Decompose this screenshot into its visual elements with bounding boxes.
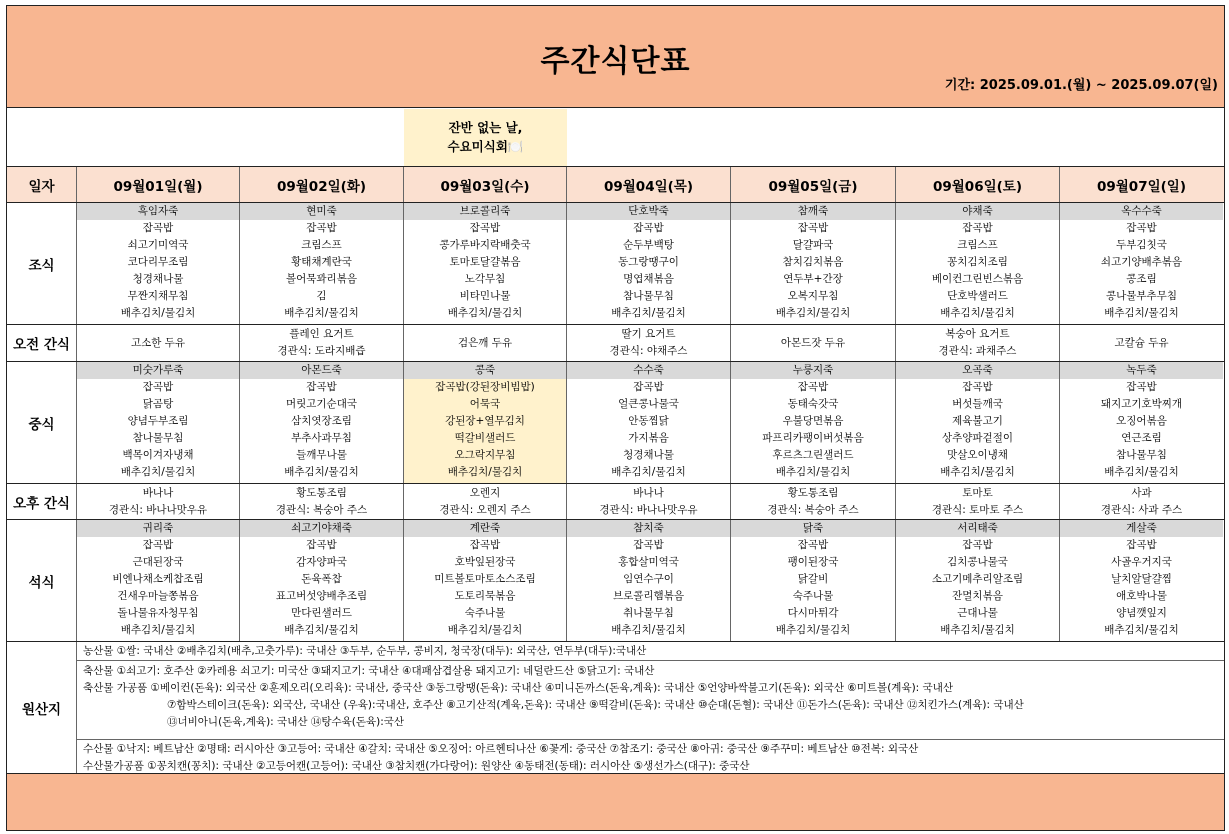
lunch-menu-item: 잡곡밥 xyxy=(962,381,993,393)
lunch-menu-item: 배추김치/물김치 xyxy=(940,466,1015,478)
dinner-menu-item: 팽이된장국 xyxy=(787,556,839,568)
lunch-menu-item: 강된장+열무김치 xyxy=(445,415,525,427)
dinner-menu-item: 사골우거지국 xyxy=(1111,556,1172,568)
breakfast-porridge-sun: 옥수수죽 xyxy=(1060,203,1223,220)
day-fri: 09월05일(금) xyxy=(731,167,896,202)
breakfast-menu-item: 배추김치/물김치 xyxy=(120,307,196,319)
breakfast-menu-item: 참치김치볶음 xyxy=(782,256,844,268)
lunch-menu-item: 들깨무나물 xyxy=(296,449,347,461)
pm_snack-item: 경관식: 바나나맛우유 xyxy=(108,503,208,516)
pm_snack-item: 토마토 xyxy=(962,486,993,499)
lunch-menu-item: 잡곡밥(강된장비빔밥) xyxy=(435,381,535,393)
breakfast-menu-item: 배추김치/물김치 xyxy=(284,307,359,319)
lunch-porridge-wed: 콩죽 xyxy=(404,362,566,379)
breakfast-menu-item: 잡곡밥 xyxy=(142,222,174,234)
breakfast-menu-item: 콩가루바지락배춧국 xyxy=(439,239,531,251)
pm_snack-item: 오렌지 xyxy=(469,486,501,499)
pm_snack-item: 경관식: 복숭아 주스 xyxy=(767,503,859,516)
breakfast-menu-item: 비타민나물 xyxy=(459,290,511,302)
lunch-menu-item: 배추김치/물김치 xyxy=(120,466,196,478)
am_snack-cell-mon xyxy=(77,325,240,361)
lunch-cell-thu xyxy=(567,362,731,483)
page-title: 주간식단표 xyxy=(540,44,691,79)
breakfast-menu-item: 크림스프 xyxy=(957,239,998,251)
dinner-menu-item: 소고기메추리알조림 xyxy=(931,573,1024,585)
breakfast-menu-item: 잡곡밥 xyxy=(797,222,829,234)
lunch-menu-item: 배추김치/물김치 xyxy=(611,466,686,478)
am_snack-item: 플레인 요거트 xyxy=(289,328,354,340)
am_snack-cell-wed xyxy=(404,325,567,361)
breakfast-menu-item: 베이컨그린빈스볶음 xyxy=(931,273,1024,285)
lunch-cell-tue xyxy=(240,362,404,483)
dinner-menu-item: 배추김치/물김치 xyxy=(775,624,851,636)
am_snack-item: 딸기 요거트 xyxy=(621,328,676,340)
pm_snack-item: 사과 xyxy=(1131,486,1152,499)
note-line-1: 잔반 없는 날, xyxy=(448,120,523,135)
dinner-porridge-mon: 귀리죽 xyxy=(77,520,239,537)
pm_snack-item: 경관식: 사과 주스 xyxy=(1100,503,1183,516)
dinner-cell-sun xyxy=(1060,520,1223,641)
dinner-menu-item: 배추김치/물김치 xyxy=(120,624,196,636)
dinner-menu-item: 미트볼토마토소스조림 xyxy=(434,573,536,585)
pm_snack-item: 경관식: 바나나맛우유 xyxy=(599,503,698,516)
dinner-porridge-fri: 닭죽 xyxy=(731,520,895,537)
lunch-menu-item: 가지볶음 xyxy=(628,432,669,444)
breakfast-menu-item: 잡곡밥 xyxy=(962,222,993,234)
am_snack-item: 경관식: 도라지배즙 xyxy=(277,345,366,357)
breakfast-menu-item: 콩조림 xyxy=(1126,273,1157,285)
breakfast-menu-item: 볼어묵꽈리볶음 xyxy=(285,273,357,285)
dinner-menu-item: 다시마튀각 xyxy=(787,607,839,619)
lunch-menu-item: 얼큰콩나물국 xyxy=(618,398,679,410)
dinner-menu-item: 만다린샐러드 xyxy=(291,607,352,619)
lunch-menu-item: 맛살오이냉채 xyxy=(947,449,1008,461)
lunch-menu-item: 어묵국 xyxy=(469,398,501,410)
pm-snack-label: 오후 간식 xyxy=(7,484,77,519)
origin-label: 원산지 xyxy=(7,642,77,773)
origin-livestock: 축산물 ①쇠고기: 호주산 ②카레용 쇠고기: 미국산 ③돼지고기: 국내산 ④대패삼겹살용 돼지고기: 네덜란드산 ⑤닭고기: 국내산 xyxy=(83,665,655,677)
breakfast-porridge-wed: 브로콜리죽 xyxy=(404,203,566,220)
breakfast-menu-item: 참나물무침 xyxy=(623,290,674,302)
day-mon: 09월01일(월) xyxy=(77,167,240,202)
lunch-menu-item: 떡갈비샐러드 xyxy=(454,432,516,444)
breakfast-row xyxy=(7,203,1224,325)
breakfast-menu-item: 청경채나물 xyxy=(132,273,184,285)
lunch-menu-item: 파프리카팽이버섯볶음 xyxy=(762,432,864,444)
lunch-menu-item: 잡곡밥 xyxy=(306,381,337,393)
lunch-menu-item: 배추김치/물김치 xyxy=(775,466,851,478)
day-wed: 09월03일(수) xyxy=(404,167,567,202)
am_snack-cell-thu xyxy=(567,325,731,361)
am-snack-label: 오전 간식 xyxy=(7,325,77,361)
lunch-row xyxy=(7,362,1224,484)
lunch-menu-item: 머릿고기순대국 xyxy=(285,398,357,410)
am_snack-item: 경관식: 야채주스 xyxy=(609,345,688,357)
dinner-cell-tue xyxy=(240,520,404,641)
lunch-menu-item: 참나물무침 xyxy=(132,432,184,444)
breakfast-cell-tue xyxy=(240,203,404,324)
dinner-menu-item: 양념깻잎지 xyxy=(1116,607,1167,619)
breakfast-menu-item: 잡곡밥 xyxy=(1126,222,1157,234)
lunch-menu-item: 배추김치/물김치 xyxy=(1104,466,1179,478)
dinner-menu-item: 근대된장국 xyxy=(132,556,184,568)
breakfast-menu-item: 쇠고기미역국 xyxy=(127,239,189,251)
origin-agri: 농산물 ①쌀: 국내산 ②배추김치(배추,고춧가루): 국내산 ③두부, 순두부, 콩비지, 청국장(대두): 외국산, 연두부(대두):국내산 xyxy=(83,645,647,657)
pm_snack-item: 황도통조림 xyxy=(296,486,347,499)
dinner-porridge-tue: 쇠고기야채죽 xyxy=(240,520,403,537)
breakfast-cell-thu xyxy=(567,203,731,324)
pm_snack-item: 바나나 xyxy=(142,486,174,499)
dinner-menu-item: 잡곡밥 xyxy=(962,539,993,551)
breakfast-cell-sat xyxy=(896,203,1060,324)
dinner-menu-item: 배추김치/물김치 xyxy=(284,624,359,636)
dinner-menu-item: 취나물무침 xyxy=(623,607,674,619)
pm_snack-cell-tue xyxy=(240,484,404,519)
period-label: 기간: 2025.09.01.(월) ~ 2025.09.07(일) xyxy=(944,78,1218,93)
lunch-menu-item: 배추김치/물김치 xyxy=(447,466,523,478)
lunch-porridge-sun: 녹두죽 xyxy=(1060,362,1223,379)
day-header-label: 일자 xyxy=(7,167,77,202)
dinner-menu-item: 잡곡밥 xyxy=(469,539,501,551)
breakfast-menu-item: 황태채계란국 xyxy=(291,256,352,268)
pm_snack-item: 경관식: 복숭아 주스 xyxy=(275,503,368,516)
lunch-menu-item: 부추사과무침 xyxy=(291,432,352,444)
lunch-menu-item: 배추김치/물김치 xyxy=(284,466,359,478)
lunch-cell-mon xyxy=(77,362,240,483)
day-sun: 09월07일(일) xyxy=(1096,178,1187,195)
lunch-menu-item: 참나물무침 xyxy=(1116,449,1167,461)
origin-seafood: 수산물 ①낙지: 베트남산 ②명태: 러시아산 ③고등어: 국내산 ④갈치: 국내산 ⑤오징어: 아르헨티나산 ⑥꽃게: 중국산 ⑦참조기: 중국산 ⑧아귀: 중국산 ⑨주꾸미: 베트남산 ⑩전복: 외국산 xyxy=(83,743,919,755)
dinner-menu-item: 홍합살미역국 xyxy=(618,556,679,568)
pm_snack-item: 황도통조림 xyxy=(787,486,839,499)
dinner-menu-item: 호박잎된장국 xyxy=(454,556,516,568)
pm_snack-item: 바나나 xyxy=(633,486,664,499)
breakfast-menu-item: 명엽채볶음 xyxy=(623,273,674,285)
am_snack-item: 경관식: 과채주스 xyxy=(938,345,1017,357)
lunch-menu-item: 동태숙갓국 xyxy=(787,398,839,410)
header-banner xyxy=(7,6,1224,108)
am_snack-cell-fri xyxy=(731,325,896,361)
breakfast-cell-mon xyxy=(77,203,240,324)
pm_snack-item: 경관식: 토마토 주스 xyxy=(931,503,1024,516)
lunch-menu-item: 오그락지무침 xyxy=(454,449,516,461)
lunch-porridge-thu: 수수죽 xyxy=(567,362,730,379)
day-tue: 09월02일(화) xyxy=(240,167,404,202)
day-header-row xyxy=(7,167,1224,203)
pm_snack-cell-sat xyxy=(896,484,1060,519)
lunch-label: 중식 xyxy=(7,362,77,483)
breakfast-menu-item: 잡곡밥 xyxy=(633,222,664,234)
dinner-menu-item: 배추김치/물김치 xyxy=(940,624,1015,636)
dinner-porridge-sat: 서리태죽 xyxy=(896,520,1059,537)
breakfast-menu-item: 배추김치/물김치 xyxy=(611,307,686,319)
breakfast-porridge-sat: 야채죽 xyxy=(896,203,1059,220)
dinner-menu-item: 김치콩나물국 xyxy=(947,556,1008,568)
am_snack-item: 검은깨 두유 xyxy=(457,336,513,349)
dinner-menu-item: 잡곡밥 xyxy=(797,539,829,551)
breakfast-menu-item: 코다리무조림 xyxy=(127,256,189,268)
breakfast-menu-item: 연두부+간장 xyxy=(783,273,843,285)
breakfast-menu-item: 노각무침 xyxy=(464,273,506,285)
breakfast-menu-item: 크림스프 xyxy=(301,239,342,251)
pm_snack-cell-thu xyxy=(567,484,731,519)
dinner-row xyxy=(7,520,1224,642)
lunch-menu-item: 연근조림 xyxy=(1121,432,1162,444)
dinner-label: 석식 xyxy=(7,520,77,641)
dinner-cell-wed xyxy=(404,520,567,641)
dinner-menu-item: 돌나물유자청무침 xyxy=(117,607,199,619)
breakfast-label: 조식 xyxy=(7,203,77,324)
lunch-porridge-tue: 아몬드죽 xyxy=(240,362,403,379)
dinner-cell-mon xyxy=(77,520,240,641)
lunch-menu-item: 삼치엿장조림 xyxy=(291,415,352,427)
pm_snack-cell-mon xyxy=(77,484,240,519)
breakfast-porridge-thu: 단호박죽 xyxy=(567,203,730,220)
breakfast-porridge-mon: 흑임자죽 xyxy=(77,203,239,220)
dinner-menu-item: 배추김치/물김치 xyxy=(611,624,686,636)
lunch-menu-item: 후르츠그린샐러드 xyxy=(772,449,854,461)
lunch-cell-sat xyxy=(896,362,1060,483)
breakfast-menu-item: 배추김치/물김치 xyxy=(447,307,523,319)
origin-livestock-processed-3: ⑬너비아니(돈육,계육): 국내산 ⑭탕수육(돈육):국산 xyxy=(167,716,405,728)
dinner-menu-item: 돈육폭찹 xyxy=(301,573,342,585)
lunch-menu-item: 버섯들깨국 xyxy=(952,398,1003,410)
dinner-menu-item: 잡곡밥 xyxy=(1126,539,1157,551)
breakfast-menu-item: 토마토달걀볶음 xyxy=(449,256,521,268)
lunch-menu-item: 돼지고기호박찌개 xyxy=(1100,398,1183,410)
breakfast-porridge-tue: 현미죽 xyxy=(240,203,403,220)
lunch-menu-item: 잡곡밥 xyxy=(142,381,174,393)
breakfast-menu-item: 배추김치/물김치 xyxy=(940,307,1015,319)
footer-band xyxy=(7,773,1224,830)
dinner-menu-item: 애호박나물 xyxy=(1116,590,1167,602)
dinner-menu-item: 숙주나물 xyxy=(792,590,834,602)
dinner-cell-thu xyxy=(567,520,731,641)
dinner-menu-item: 닭갈비 xyxy=(797,573,829,585)
am_snack-item: 복숭아 요거트 xyxy=(945,328,1010,340)
breakfast-menu-item: 배추김치/물김치 xyxy=(775,307,851,319)
am_snack-item: 고칼슘 두유 xyxy=(1114,336,1169,349)
lunch-menu-item: 상추양파겉절이 xyxy=(941,432,1013,444)
lunch-porridge-mon: 미숫가루죽 xyxy=(77,362,239,379)
breakfast-menu-item: 달걀파국 xyxy=(792,239,834,251)
wednesday-note xyxy=(404,109,567,166)
pm_snack-item: 경관식: 오렌지 주스 xyxy=(439,503,531,516)
breakfast-cell-sun xyxy=(1060,203,1223,324)
dinner-menu-item: 브로콜리햄볶음 xyxy=(612,590,684,602)
lunch-porridge-fri: 누룽지죽 xyxy=(731,362,895,379)
dinner-menu-item: 잡곡밥 xyxy=(306,539,337,551)
origin-livestock-processed-2: ⑦함박스테이크(돈육): 외국산, 국내산 (우육):국내산, 호주산 ⑧고기산적(계육,돈육): 국내산 ⑨떡갈비(돈육): 국내산 ⑩순대(돈혈): 국내산 ⑪돈가스(돈육): 국내산 ⑫치킨가스(계육): 국내산 xyxy=(167,699,1024,711)
lunch-menu-item: 오징어볶음 xyxy=(1116,415,1167,427)
dinner-menu-item: 잔멸치볶음 xyxy=(952,590,1003,602)
am_snack-item: 아몬드잣 두유 xyxy=(780,336,846,349)
origin-livestock-processed-1: 축산물 가공품 ①베이컨(돈육): 외국산 ②훈제오리(오리육): 국내산, 중국산 ③동그랑땡(돈육): 국내산 ④미니돈까스(돈육,계육): 국내산 ⑤언양바싹불고기(돈육): 외국산 ⑥미트볼(계육): 국내산 xyxy=(83,682,953,694)
am-snack-row xyxy=(7,325,1224,362)
dinner-menu-item: 건새우마늘쫑볶음 xyxy=(117,590,199,602)
dinner-menu-item: 잡곡밥 xyxy=(633,539,664,551)
lunch-cell-fri xyxy=(731,362,896,483)
breakfast-cell-wed xyxy=(404,203,567,324)
lunch-menu-item: 청경채나물 xyxy=(623,449,674,461)
pm_snack-cell-sun xyxy=(1060,484,1223,519)
pm_snack-cell-fri xyxy=(731,484,896,519)
breakfast-menu-item: 김 xyxy=(316,290,327,302)
lunch-cell-wed xyxy=(404,362,567,483)
lunch-cell-sun xyxy=(1060,362,1223,483)
breakfast-porridge-fri: 참깨죽 xyxy=(731,203,895,220)
dinner-menu-item: 날치알달걀찜 xyxy=(1111,573,1172,585)
lunch-menu-item: 양념두부조림 xyxy=(127,415,189,427)
breakfast-menu-item: 꽁치김치조림 xyxy=(947,256,1008,268)
am_snack-item: 고소한 두유 xyxy=(130,336,186,349)
am_snack-cell-tue xyxy=(240,325,404,361)
day-sat: 09월06일(토) xyxy=(896,167,1060,202)
lunch-menu-item: 잡곡밥 xyxy=(633,381,664,393)
breakfast-menu-item: 잡곡밥 xyxy=(306,222,337,234)
lunch-menu-item: 백목이겨자냉채 xyxy=(122,449,194,461)
dinner-porridge-thu: 참치죽 xyxy=(567,520,730,537)
lunch-porridge-sat: 오곡죽 xyxy=(896,362,1059,379)
lunch-menu-item: 우불당면볶음 xyxy=(782,415,844,427)
pm-snack-row xyxy=(7,484,1224,520)
dinner-porridge-wed: 계란죽 xyxy=(404,520,566,537)
lunch-menu-item: 제육불고기 xyxy=(952,415,1003,427)
note-line-2: 수요미식회🍽️ xyxy=(447,139,524,154)
breakfast-menu-item: 단호박샐러드 xyxy=(947,290,1008,302)
dinner-menu-item: 감자양파국 xyxy=(296,556,347,568)
breakfast-cell-fri xyxy=(731,203,896,324)
dinner-menu-item: 배추김치/물김치 xyxy=(1104,624,1179,636)
dinner-menu-item: 임연수구이 xyxy=(623,573,674,585)
lunch-menu-item: 안동찜닭 xyxy=(628,415,669,427)
dinner-porridge-sun: 게살죽 xyxy=(1060,520,1223,537)
dinner-menu-item: 근대나물 xyxy=(957,607,998,619)
breakfast-menu-item: 잡곡밥 xyxy=(469,222,501,234)
pm_snack-cell-wed xyxy=(404,484,567,519)
dinner-menu-item: 잡곡밥 xyxy=(142,539,174,551)
am_snack-cell-sat xyxy=(896,325,1060,361)
dinner-menu-item: 숙주나물 xyxy=(464,607,506,619)
dinner-menu-item: 도토리묵볶음 xyxy=(454,590,516,602)
note-row xyxy=(7,109,1224,167)
breakfast-menu-item: 콩나물부추무침 xyxy=(1105,290,1177,302)
dinner-menu-item: 표고버섯양배추조림 xyxy=(275,590,368,602)
am_snack-cell-sun xyxy=(1060,325,1223,361)
lunch-menu-item: 잡곡밥 xyxy=(1126,381,1157,393)
dinner-menu-item: 배추김치/물김치 xyxy=(447,624,523,636)
lunch-menu-item: 닭곰탕 xyxy=(142,398,174,410)
breakfast-menu-item: 무짠지채무침 xyxy=(127,290,189,302)
breakfast-menu-item: 배추김치/물김치 xyxy=(1104,307,1179,319)
dinner-menu-item: 비엔나채소케찹조림 xyxy=(112,573,204,585)
breakfast-menu-item: 순두부백탕 xyxy=(623,239,674,251)
breakfast-menu-item: 두부김칫국 xyxy=(1116,239,1167,251)
menu-sheet xyxy=(6,5,1225,831)
dinner-cell-fri xyxy=(731,520,896,641)
lunch-menu-item: 잡곡밥 xyxy=(797,381,829,393)
origin-seafood-processed: 수산물가공품 ①꽁치캔(꽁치): 국내산 ②고등어캔(고등어): 국내산 ③참치캔(가다랑어): 원양산 ④동태전(동태): 러시아산 ⑤생선가스(대구): 중국산 xyxy=(83,760,750,772)
breakfast-menu-item: 쇠고기양배추볶음 xyxy=(1100,256,1183,268)
dinner-cell-sat xyxy=(896,520,1060,641)
breakfast-menu-item: 동그랑땡구이 xyxy=(618,256,679,268)
origin-row xyxy=(7,642,1224,773)
breakfast-menu-item: 오복지무침 xyxy=(787,290,839,302)
day-thu: 09월04일(목) xyxy=(567,167,731,202)
